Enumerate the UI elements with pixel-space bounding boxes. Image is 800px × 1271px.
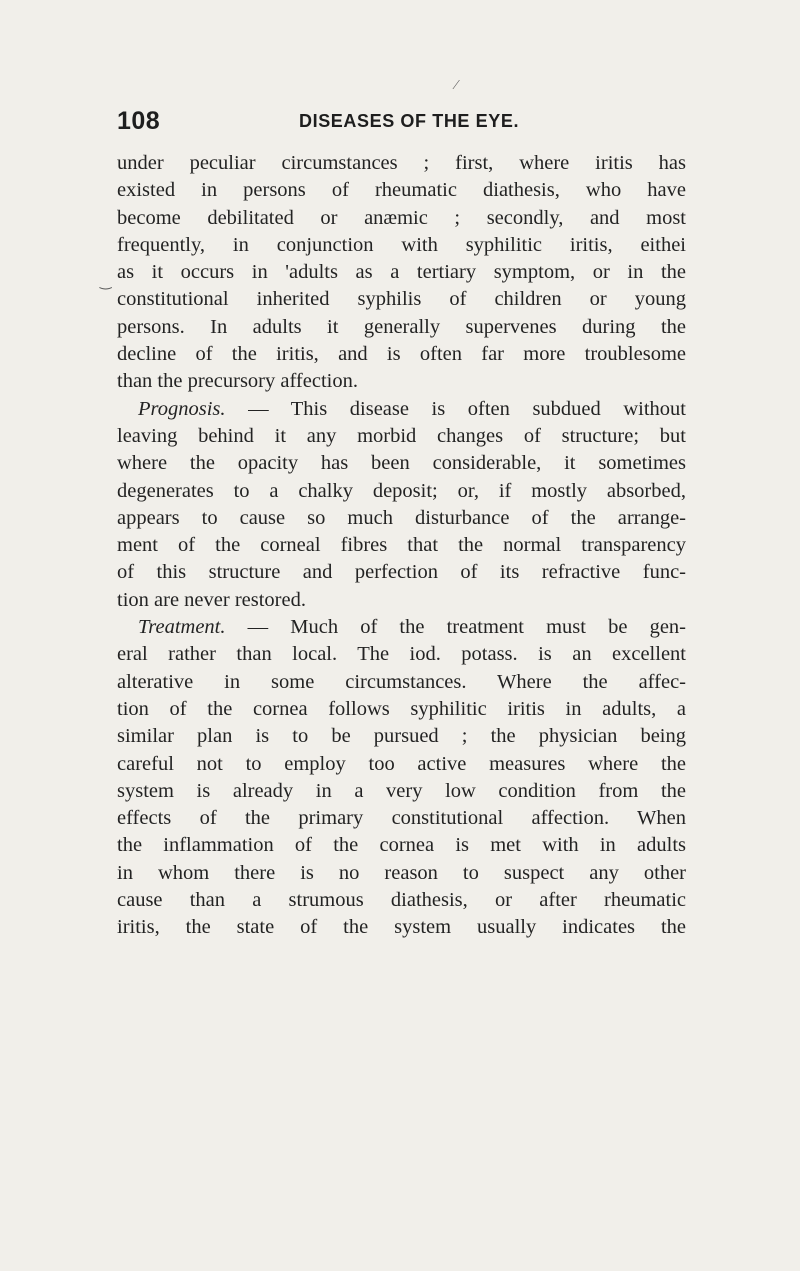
text-line: leaving behind it any morbid changes of structure; but	[117, 424, 686, 447]
treatment-heading: Treatment.	[138, 616, 226, 639]
text-line: eral rather than local. The iod. potass. is an excellent	[117, 643, 686, 666]
page-header	[117, 107, 687, 137]
text-line: tion of the cornea follows syphilitic iritis in adults, a	[117, 697, 686, 720]
text-line: persons. In adults it generally supervenes during the	[117, 315, 686, 338]
prognosis-heading: Prognosis.	[138, 397, 226, 420]
text-line: become debilitated or anæmic ; secondly, and most	[117, 206, 686, 229]
text-line: similar plan is to be pursued ; the physician being	[117, 725, 686, 748]
page-number: 108	[117, 107, 161, 135]
text-line: system is already in a very low condition from the	[117, 779, 686, 802]
text-line: decline of the iritis, and is often far more troublesome	[117, 343, 686, 366]
text-line: than the precursory affection.	[117, 370, 358, 393]
text-line: constitutional inherited syphilis of children or young	[117, 288, 686, 311]
text-line: where the opacity has been considerable, it sometimes	[117, 452, 686, 475]
text-line: careful not to employ too active measures where the	[117, 752, 686, 775]
text-line: of this structure and perfection of its refractive func-	[117, 561, 686, 584]
text-line: in whom there is no reason to suspect any other	[117, 861, 686, 884]
text-line: frequently, in conjunction with syphilitic iritis, eithei	[117, 233, 686, 256]
treatment-first-line-text: — Much of the treatment must be gen-	[225, 616, 686, 639]
text-line: appears to cause so much disturbance of the arrange-	[117, 506, 686, 529]
scan-mark-margin: ‿	[100, 275, 112, 290]
treatment-first-line	[117, 614, 686, 641]
prognosis-first-line	[117, 396, 686, 423]
text-line: tion are never restored.	[117, 588, 306, 611]
text-line: existed in persons of rheumatic diathesis, who have	[117, 179, 686, 202]
text-line: the inflammation of the cornea is met with in adults	[117, 834, 686, 857]
text-line: iritis, the state of the system usually indicates the	[117, 916, 686, 939]
text-line: alterative in some circumstances. Where the affec-	[117, 670, 686, 693]
text-line: under peculiar circumstances ; first, where iritis has	[117, 152, 686, 174]
text-line: cause than a strumous diathesis, or after rheumatic	[117, 889, 686, 912]
text-line: degenerates to a chalky deposit; or, if mostly absorbed,	[117, 479, 686, 502]
running-head: DISEASES OF THE EYE.	[299, 111, 520, 131]
scan-mark: ⁄	[455, 78, 458, 93]
prognosis-first-line-text: — This disease is often subdued without	[225, 397, 686, 420]
body-text	[117, 150, 686, 942]
text-line: ment of the corneal fibres that the normal transparency	[117, 534, 686, 557]
text-line: as it occurs in 'adults as a tertiary symptom, or in the	[117, 261, 686, 284]
text-line: effects of the primary constitutional affection. When	[117, 807, 686, 830]
